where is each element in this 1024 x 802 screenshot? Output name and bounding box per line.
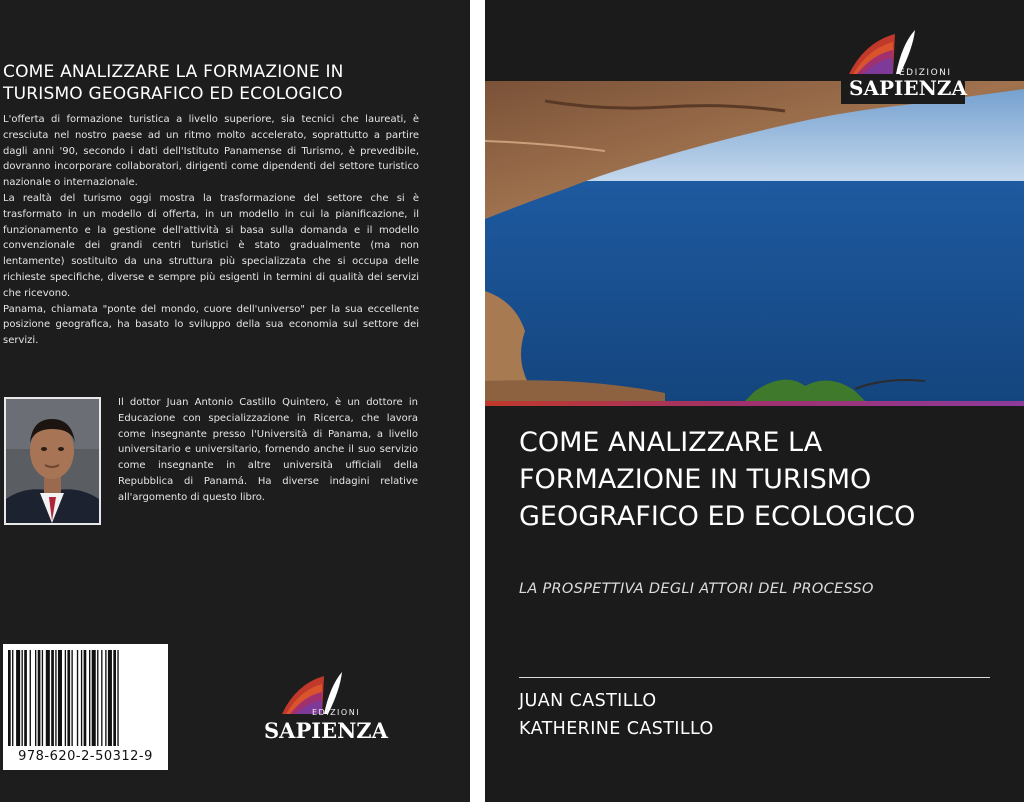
front-cover-subtitle: LA PROSPETTIVA DEGLI ATTORI DEL PROCESSO xyxy=(519,581,874,597)
blurb-paragraph: Panama, chiamata "ponte del mondo, cuore dell'universo" per la sua eccellente posizione geografica, ha basato lo sviluppo della sua economia sul settore dei servizi. xyxy=(3,303,419,347)
front-cover xyxy=(485,0,1024,802)
author-name: JUAN CASTILLO xyxy=(519,691,657,711)
accent-band xyxy=(485,401,1024,406)
author-bio: Il dottor Juan Antonio Castillo Quintero, è un dottore in Educazione con specializzazione in Ricerca, che lavora come insegnante presso l'Università di Panama, a livello universitario e universitario, fornendo anche il suo servizio come insegnante in altre università ufficiali della Repubblica di Panamá. Ha diverse indagini relative all'argomento di questo libro. xyxy=(118,397,418,503)
cover-photo-sea-cave xyxy=(485,81,1024,401)
isbn-number: 978-620-2-50312-9 xyxy=(18,749,153,764)
book-spine xyxy=(470,0,485,802)
author-photo xyxy=(4,397,101,525)
publisher-line2: SAPIENZA xyxy=(849,76,967,100)
publisher-logo-front xyxy=(841,28,965,104)
blurb-paragraph: L'offerta di formazione turistica a livello superiore, sia tecnici che laureati, è cresciuta nel nostro paese ad un ritmo molto accelerato, soprattutto a partire dagli anni '90, secondo i dati dell'Istituto Panamense di Turismo, è prevedibile, dovranno incorporare collaboratori, dirigenti come dipendenti del settore turistico nazionale o internazionale. xyxy=(3,114,419,189)
divider xyxy=(519,677,990,678)
publisher-logo-back xyxy=(262,668,388,744)
publisher-line2: SAPIENZA xyxy=(264,718,388,743)
back-cover-title: COME ANALIZZARE LA FORMAZIONE IN TURISMO GEOGRAFICO ED ECOLOGICO xyxy=(3,62,344,104)
back-cover xyxy=(0,0,470,802)
barcode-icon xyxy=(8,650,163,746)
front-cover-title: COME ANALIZZARE LA FORMAZIONE IN TURISMO GEOGRAFICO ED ECOLOGICO xyxy=(519,427,916,532)
author-name: KATHERINE CASTILLO xyxy=(519,719,714,739)
publisher-line1: EDIZIONI xyxy=(899,68,952,78)
back-cover-blurb xyxy=(3,112,419,349)
author-portrait-icon xyxy=(6,399,99,523)
barcode xyxy=(3,644,168,770)
publisher-line1: EDIZIONI xyxy=(312,708,361,717)
blurb-paragraph: La realtà del turismo oggi mostra la trasformazione del settore che si è trasformato in un modello di offerta, in un modello in cui la pianificazione, il funzionamento e la gestione dell'attività si basa sulla domanda e il modello convenzionale dei grandi centri turistici è stato gradualmente (ma non lentamente) sostituito da una struttura più specializzata che si occupa delle richieste specifiche, diverse e sempre più esigenti in termini di qualità dei servizi che ricevono. xyxy=(3,192,419,299)
